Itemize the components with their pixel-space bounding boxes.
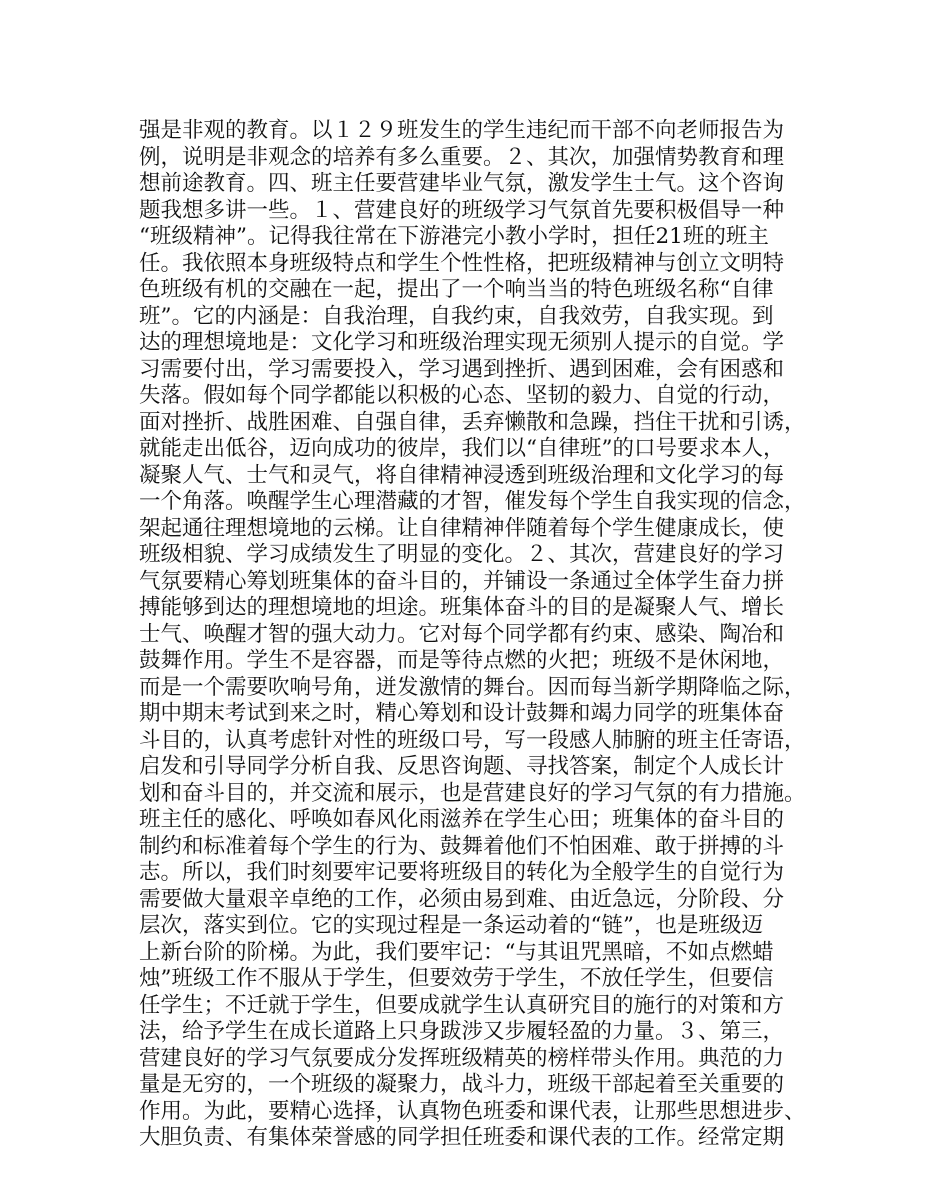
text-line: 就能走出低谷，迈向成功的彼岸，我们以“自律班”的口号要求本人，	[139, 436, 785, 461]
text-line: 题我想多讲一些。１、营建良好的班级学习气氛首先要积极倡导一种	[139, 197, 785, 223]
text-line: 班”。它的内涵是：自我治理，自我约束，自我效劳，自我实现。到	[139, 303, 774, 329]
text-line: 启发和引导同学分析自我、反思咨询题、寻找答案，制定个人成长计	[139, 754, 785, 779]
text-line: 失落。假如每个同学都能以积极的心态、坚韧的毅力、自觉的行动，	[139, 383, 785, 408]
text-line: 任学生；不迁就于学生，但要成就学生认真研究目的施行的对策和方	[139, 992, 785, 1018]
text-line: 气氛要精心筹划班集体的奋斗目的，并铺设一条通过全体学生奋力拼	[139, 568, 785, 594]
text-line: 期中期末考试到来之时，精心筹划和设计鼓舞和竭力同学的班集体奋	[139, 701, 785, 726]
text-line: 法，给予学生在成长道路上只身跋涉又步履轻盈的力量。３、第三，	[139, 1019, 785, 1044]
text-line: 大胆负责、有集体荣誉感的同学担任班委和课代表的工作。经常定期	[139, 1125, 785, 1150]
text-line: 而是一个需要吹响号角，迸发激情的舞台。因而每当新学期降临之际，	[139, 674, 806, 700]
text-line: 搏能够到达的理想境地的坦途。班集体奋斗的目的是凝聚人气、增长	[139, 595, 785, 620]
text-line: 量是无穷的，一个班级的凝聚力，战斗力，班级干部起着至关重要的	[139, 1072, 785, 1097]
text-line: 作用。为此，要精心选择，认真物色班委和课代表，让那些思想进步、	[139, 1098, 806, 1124]
text-line: 营建良好的学习气氛要成分发挥班级精英的榜样带头作用。典范的力	[139, 1045, 785, 1071]
text-line: 鼓舞作用。学生不是容器，而是等待点燃的火把；班级不是休闲地，	[139, 648, 785, 673]
text-line: 任。我依照本身班级特点和学生个性性格，把班级精神与创立文明特	[139, 250, 785, 276]
text-line: 达的理想境地是：文化学习和班级治理实现无须别人提示的自觉。学	[139, 330, 785, 355]
text-line: 例，说明是非观念的培养有多么重要。２、其次，加强情势教育和理	[139, 144, 785, 170]
text-line: 志。所以，我们时刻要牢记要将班级目的转化为全般学生的自觉行为	[139, 860, 785, 885]
text-line: “班级精神”。记得我往常在下游港完小教小学时，担任21班的班主	[139, 224, 769, 249]
text-line: 习需要付出，学习需要投入，学习遇到挫折、遇到困难，会有困惑和	[139, 356, 785, 382]
text-line: 凝聚人气、士气和灵气，将自律精神浸透到班级治理和文化学习的每	[139, 462, 785, 488]
text-line: 想前途教育。四、班主任要营建毕业气氛，激发学生士气。这个咨询	[139, 171, 785, 196]
body-text	[139, 118, 829, 1152]
text-line: 强是非观的教育。以１２９班发生的学生违纪而干部不向老师报告为	[139, 118, 785, 143]
text-line: 士气、唤醒才智的强大动力。它对每个同学都有约束、感染、陶冶和	[139, 621, 785, 647]
text-line: 上新台阶的阶梯。为此，我们要牢记：“与其诅咒黑暗，不如点燃蜡	[139, 939, 774, 965]
text-line: 一个角落。唤醒学生心理潜藏的才智，催发每个学生自我实现的信念，	[139, 489, 806, 514]
text-line: 架起通往理想境地的云梯。让自律精神伴随着每个学生健康成长，使	[139, 515, 785, 541]
text-line: 需要做大量艰辛卓绝的工作，必须由易到难、由近急远，分阶段、分	[139, 886, 785, 912]
text-line: 班主任的感化、呼唤如春风化雨滋养在学生心田；班集体的奋斗目的	[139, 807, 785, 832]
text-line: 划和奋斗目的，并交流和展示，也是营建良好的学习气氛的有力措施。	[139, 780, 806, 806]
text-line: 色班级有机的交融在一起，提出了一个响当当的特色班级名称“自律	[139, 277, 774, 302]
text-line: 面对挫折、战胜困难、自强自律，丢弃懒散和急躁，挡住干扰和引诱，	[139, 409, 806, 435]
text-line: 斗目的，认真考虑针对性的班级口号，写一段感人肺腑的班主任寄语，	[139, 727, 806, 753]
text-line: 烛”班级工作不服从于学生，但要效劳于学生，不放任学生，但要信	[139, 966, 774, 991]
text-line: 制约和标准着每个学生的行为、鼓舞着他们不怕困难、敢于拼搏的斗	[139, 833, 785, 859]
text-line: 班级相貌、学习成绩发生了明显的变化。２、其次，营建良好的学习	[139, 542, 785, 567]
text-line: 层次，落实到位。它的实现过程是一条运动着的“链”，也是班级迈	[139, 913, 763, 938]
